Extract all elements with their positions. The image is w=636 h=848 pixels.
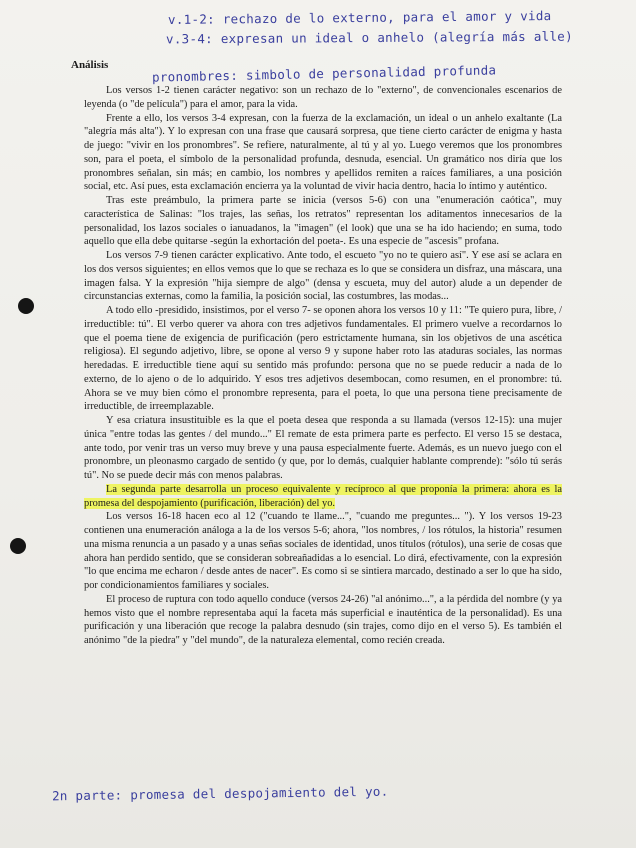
- paragraph: [84, 483, 562, 511]
- paragraph-text: Frente a ello, los versos 3-4 expresan, con la fuerza de la exclamación, un ideal o un anhelo exaltante (La "alegría más alta"). Y lo expresan con una frase que causará sorpresa, que tiene cierto carácter de enigma y hasta de juego: "vivir en los pronombres". Se refiere, naturalmente, al tú y al yo. Luego veremos que los pronombres son, para el poeta, el símbolo de la personalidad profunda, desnuda, esencial. Un gramático nos diría que los pronombres señalan, sin más; en cambio, los nombres y apellidos remiten a raíces familiares, a una posición social, etc. Así pues, esta exclamación encierra ya la voluntad de vivir hacia dentro, hacia lo íntimo y auténtico.: [84, 112, 562, 193]
- paragraph: [84, 112, 562, 195]
- paragraph: [84, 249, 562, 304]
- paragraph-text: Y esa criatura insustituible es la que el poeta desea que responda a su llamada (versos 12-15): una mujer única "entre todas las gentes / del mundo..." El remate de esta primera parte es perfecto. El verso 15 se destaca, ante todo, por venir tras un verso muy breve y una pausa especialmente fuerte. Además, es un nuevo juego con el pronombre, un pleonasmo cargado de sentido (y que, por lo demás, cualquier hablante comprende): "sólo tú serás tú". No se puede decir más con menos palabras.: [84, 415, 562, 481]
- paragraph: [84, 84, 562, 112]
- punch-hole-bottom: [10, 538, 26, 554]
- paragraph-text: La segunda parte desarrolla un proceso equivalente y recíproco al que proponía la primera: ahora es la promesa del despojamiento (purificación, liberación) del yo.: [84, 483, 562, 509]
- paragraph-text: Tras este preámbulo, la primera parte se inicia (versos 5-6) con una "enumeración caótica", muy característica de Salinas: "los trajes, las señas, los retratos" representan los aditamentos innecesarios de la personalidad, los lazos sociales o ianuadanos, la "imagen" (el look) que una se ha ido haciendo; en suma, todo aquello que ella debe quitarse -según la exhortación del poeta-. Es una especie de "ascesis" profana.: [84, 195, 562, 248]
- paragraph: [84, 510, 562, 593]
- analysis-body: [84, 84, 562, 648]
- paragraph-text: Los versos 16-18 hacen eco al 12 ("cuando te llame...", "cuando me preguntes... "). Y los versos 19-23 contienen una enumeración análoga a la de los versos 5-6; ahora, "los nombres, / los rótulos, la historia" resumen una misma renuncia a un pasado y a unas señas sociales de identidad, unos títulos (rótulos), una serie de cosas que ahora han perdido sentido, que se consideran sobreañadidas a lo esencial. Lo dirá, efectivamente, con la expresión "lo que encima me echaron / desde antes de nacer". Es como si se sintiera marcado, destinado a ser lo que ha sido, por condicionamientos familiares y sociales.: [84, 511, 562, 591]
- paragraph-text: El proceso de ruptura con todo aquello conduce (versos 24-26) "al anónimo...", a la pérdida del nombre (y ya hemos visto que el nombre representaba aquí la faceta más superficial e inauténtica de la personalidad). Es una purificación y una liberación que recoge la palabra desnudo (sin trajes, como dijo en el verso 5). Es también el anónimo "de la piedra" y "del mundo", de la naturaleza elemental, como recién creada.: [84, 593, 562, 646]
- paragraph-text: Los versos 7-9 tienen carácter explicativo. Ante todo, el escueto "yo no te quiero así". Y ese así se aclara en los dos versos siguientes; en ellos vemos que lo que se rechaza es lo que se considera un disfraz, una máscara, una imagen falsa. Y la expresión "hija siempre de algo" (densa y escueta, muy del autor) alude a un depender de circunstancias externas, como la familia, la posición social, las costumbres, las modas...: [84, 250, 562, 303]
- punch-hole-top: [18, 298, 34, 314]
- paragraph-text: A todo ello -presidido, insistimos, por el verso 7- se oponen ahora los versos 10 y 11: "Te quiero pura, libre, / irreductible: tú". El verbo querer va ahora con tres adjetivos fundamentales. El primero vuelve a recordarnos lo que el poema tiene de exigencia de purificación (pero estrictamente humana, sin los objetivos de una ascética religiosa). El segundo adjetivo, libre, se opone al verso 9 y supone haber roto las ataduras sociales, las normas heredadas. E irreductible tiene aquí su sentido más profundo: persona que no se puede reducir a nada de lo externo, de lo ajeno o de lo adquirido. Y esos tres adjetivos desembocan, como resumen, en el pronombre: tú. Ahora se ve muy bien cómo el pronombre representa, para el poeta, lo que una persona tiene precisamente de irreductible, de irreemplazable.: [84, 305, 562, 413]
- paragraph: [84, 414, 562, 483]
- paragraph: [84, 593, 562, 648]
- paragraph: [84, 304, 562, 414]
- section-heading: Análisis: [71, 59, 109, 71]
- handwritten-note-1: v.1-2: rechazo de lo externo, para el amor y vida: [167, 7, 552, 28]
- paragraph-text: Los versos 1-2 tienen carácter negativo: son un rechazo de lo "externo", de convencionales escenarios de leyenda (o "de película") para el amor, para la vida.: [84, 85, 562, 110]
- handwritten-note-2: v.3-4: expresan un ideal o anhelo (alegría más alle): [165, 28, 573, 47]
- paragraph: [84, 194, 562, 249]
- handwritten-note-3: pronombres: simbolo de personalidad profunda: [151, 62, 497, 85]
- handwritten-note-4: 2n parte: promesa del despojamiento del yo.: [51, 783, 389, 804]
